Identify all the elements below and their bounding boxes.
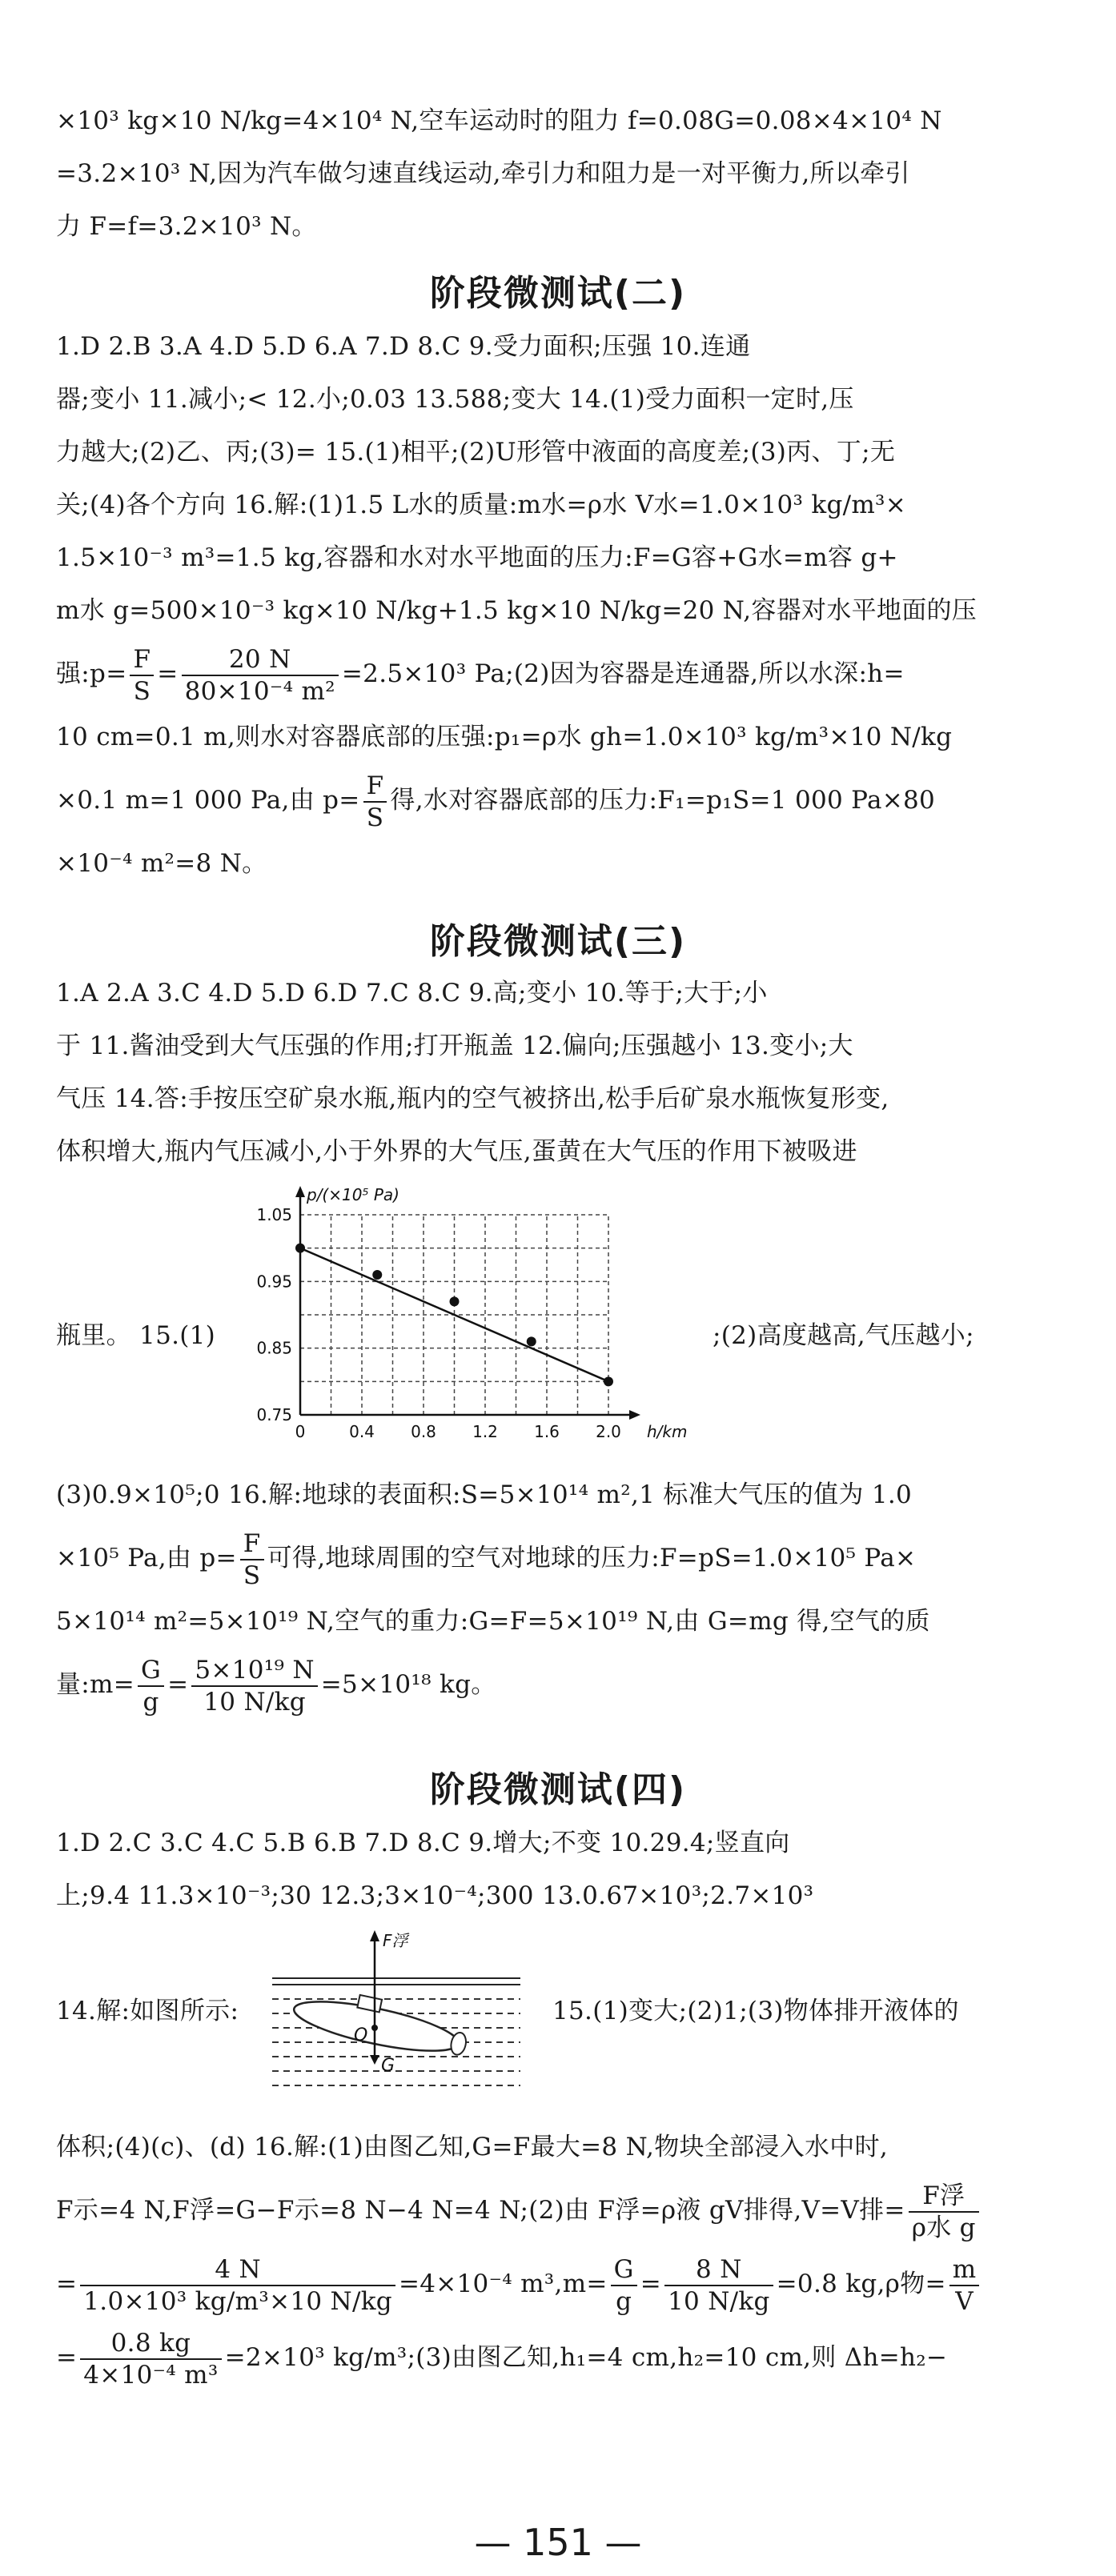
fraction: $\frac{F}{S}$ <box>363 771 387 833</box>
text-line: 上;9.4 11.3×10⁻³;30 12.3;3×10⁻⁴;300 13.0.67×10³;2.7×10³ <box>56 1881 814 1910</box>
fraction: $\frac{F}{S}$ <box>130 644 154 707</box>
text-line: ;(2)高度越高,气压越小; <box>713 1321 974 1350</box>
fraction: $\frac{4 N}{\text{1.0×10³ kg/m³×10 N/kg}}$ <box>80 2254 395 2317</box>
text-line: =3.2×10³ N,因为汽车做匀速直线运动,牵引力和阻力是一对平衡力,所以牵引 <box>56 159 910 188</box>
pressure-altitude-chart <box>240 1183 721 1455</box>
x-tick-label: 0.8 <box>411 1422 436 1441</box>
buoyancy-diagram <box>264 1929 528 2097</box>
x-tick-label: 0.4 <box>349 1422 375 1441</box>
page-number: — 151 — <box>474 2521 642 2564</box>
section-title-4: 阶段微测试(四) <box>429 1769 687 1810</box>
force-label-buoyancy: F浮 <box>383 1931 408 1950</box>
text-line: 器;变小 11.减小;< 12.小;0.03 13.588;变大 14.(1)受力面积一定时,压 <box>56 385 854 414</box>
text-line: 瓶里。 15.(1) <box>56 1321 216 1350</box>
fraction: $\frac{F}{S}$ <box>240 1528 264 1591</box>
x-axis-label: h/km <box>647 1422 688 1441</box>
text-line: 5×10¹⁴ m²=5×10¹⁹ N,空气的重力:G=F=5×10¹⁹ N,由 G=mg 得,空气的质 <box>56 1607 930 1636</box>
x-tick-label: 2.0 <box>596 1422 621 1441</box>
text-line: 气压 14.答:手按压空矿泉水瓶,瓶内的空气被挤出,松手后矿泉水瓶恢复形变, <box>56 1084 889 1113</box>
center-point <box>371 2025 378 2031</box>
fraction: $\frac{8 N}{10 N/kg}$ <box>664 2254 773 2317</box>
fraction: $\frac{G}{g}$ <box>138 1655 164 1717</box>
center-label: O <box>354 2025 368 2045</box>
arrow-head-icon <box>370 2055 379 2065</box>
fraction: $\frac{G}{g}$ <box>611 2254 637 2317</box>
text-line: ×10³ kg×10 N/kg=4×10⁴ N,空车运动时的阻力 f=0.08G=0.08×4×10⁴ N <box>56 106 942 135</box>
force-label-weight: G <box>381 2056 395 2076</box>
text-line: (3)0.9×10⁵;0 16.解:地球的表面积:S=5×10¹⁴ m²,1 标准大气压的值为 1.0 <box>56 1480 913 1509</box>
x-tick-label: 1.6 <box>534 1422 560 1441</box>
text-line: 于 11.酱油受到大气压强的作用;打开瓶盖 12.偏向;压强越小 13.变小;大 <box>56 1032 853 1060</box>
text-line: 1.D 2.B 3.A 4.D 5.D 6.A 7.D 8.C 9.受力面积;压强 10.连通 <box>56 332 751 361</box>
text-line: 14.解:如图所示: <box>56 1997 239 2025</box>
text-line: 体积增大,瓶内气压减小,小于外界的大气压,蛋黄在大气压的作用下被吸进 <box>56 1137 857 1166</box>
data-point <box>372 1270 382 1280</box>
y-tick-label: 0.85 <box>256 1338 292 1358</box>
fraction: $\frac{\text{F浮}}{\text{ρ水 g}}$ <box>909 2181 979 2243</box>
chart-svg <box>240 1183 721 1455</box>
y-tick-label: 1.05 <box>256 1205 292 1224</box>
equation-line: 量:m= $\frac{G}{g}$ = $\frac{\text{5×10¹⁹ N}}{10 N/kg}$ =5×10¹⁸ kg。 <box>56 1655 496 1717</box>
equation-line: ×0.1 m=1 000 Pa,由 p= $\frac{F}{S}$ 得,水对容器底部的压力:F₁=p₁S=1 000 Pa×80 <box>56 771 936 832</box>
text-line: 1.A 2.A 3.C 4.D 5.D 6.D 7.C 8.C 9.高;变小 10.等于;大于;小 <box>56 979 768 1008</box>
data-point <box>604 1376 613 1386</box>
data-point <box>527 1336 536 1346</box>
text-line: 1.5×10⁻³ m³=1.5 kg,容器和水对水平地面的压力:F=G容+G水=m容 g+ <box>56 543 898 572</box>
buoyancy-svg <box>264 1929 528 2097</box>
fraction: $\frac{20 N}{\text{80×10⁻⁴ m²}}$ <box>182 644 339 707</box>
equation-line: = $\frac{4 N}{\text{1.0×10³ kg/m³×10 N/kg}}$ =4×10⁻⁴ m³,m= $\frac{G}{g}$ = $\frac{8 N}{10 N/kg}$ =0.8 kg,ρ物= $\frac{m}{V}$ <box>56 2247 1057 2321</box>
text-line: 力 F=f=3.2×10³ N。 <box>56 212 317 241</box>
submarine-shape <box>291 1982 472 2062</box>
data-point <box>450 1296 460 1306</box>
text-line: 1.D 2.C 3.C 4.C 5.B 6.B 7.D 8.C 9.增大;不变 10.29.4;竖直向 <box>56 1829 790 1857</box>
text-line: 关;(4)各个方向 16.解:(1)1.5 L水的质量:m水=ρ水 V水=1.0×10³ kg/m³× <box>56 491 907 519</box>
fraction: $\frac{0.8 kg}{\text{4×10⁻⁴ m³}}$ <box>80 2328 221 2390</box>
section3-block-b <box>56 1468 1057 1721</box>
section-title-3: 阶段微测试(三) <box>429 921 687 962</box>
text-line: 15.(1)变大;(2)1;(3)物体排开液体的 <box>552 1997 959 2025</box>
x-tick-label: 0 <box>295 1422 306 1441</box>
section-title-2: 阶段微测试(二) <box>429 273 687 314</box>
section2-block <box>56 320 1057 890</box>
x-tick-label: 1.2 <box>472 1422 498 1441</box>
intro-block <box>56 94 1057 253</box>
text-line: ×10⁻⁴ m²=8 N。 <box>56 849 267 878</box>
text-line: m水 g=500×10⁻³ kg×10 N/kg+1.5 kg×10 N/kg=20 N,容器对水平地面的压 <box>56 596 978 625</box>
section4-block <box>56 1817 1057 1922</box>
section4-block-b <box>56 2121 1057 2394</box>
equation-line: 强:p= $\frac{F}{S}$ = $\frac{20 N}{\text{80×10⁻⁴ m²}}$ =2.5×10³ Pa;(2)因为容器是连通器,所以水深:h= <box>56 644 905 706</box>
section3-block <box>56 967 1057 1178</box>
data-point <box>295 1244 305 1253</box>
equation-line: = $\frac{0.8 kg}{\text{4×10⁻⁴ m³}}$ =2×10³ kg/m³;(3)由图乙知,h₁=4 cm,h₂=10 cm,则 Δh=h₂− <box>56 2328 948 2390</box>
text-line: 10 cm=0.1 m,则水对容器底部的压强:p₁=ρ水 gh=1.0×10³ kg/m³×10 N/kg <box>56 723 953 751</box>
text-line: 体积;(4)(c)、(d) 16.解:(1)由图乙知,G=F最大=8 N,物块全部浸入水中时, <box>56 2133 889 2161</box>
equation-line: ×10⁵ Pa,由 p= $\frac{F}{S}$ 可得,地球周围的空气对地球的压力:F=pS=1.0×10⁵ Pa× <box>56 1528 917 1590</box>
y-axis-label: p/(×10⁵ Pa) <box>307 1185 399 1204</box>
y-tick-label: 0.75 <box>256 1405 292 1424</box>
fraction: $\frac{m}{V}$ <box>949 2254 980 2317</box>
x-axis-arrow-icon <box>629 1410 640 1420</box>
arrow-head-icon <box>370 1930 379 1941</box>
fraction: $\frac{\text{5×10¹⁹ N}}{10 N/kg}$ <box>191 1655 317 1717</box>
text-line: 力越大;(2)乙、丙;(3)= 15.(1)相平;(2)U形管中液面的高度差;(3)丙、丁;无 <box>56 438 896 467</box>
y-axis-arrow-icon <box>295 1186 305 1197</box>
y-tick-label: 0.95 <box>256 1272 292 1292</box>
equation-line: F示=4 N,F浮=G−F示=8 N−4 N=4 N;(2)由 F浮=ρ液 gV排得,V=V排= $\frac{\text{F浮}}{\text{ρ水 g}}$ <box>56 2173 1057 2247</box>
water-surface <box>272 1978 520 1985</box>
